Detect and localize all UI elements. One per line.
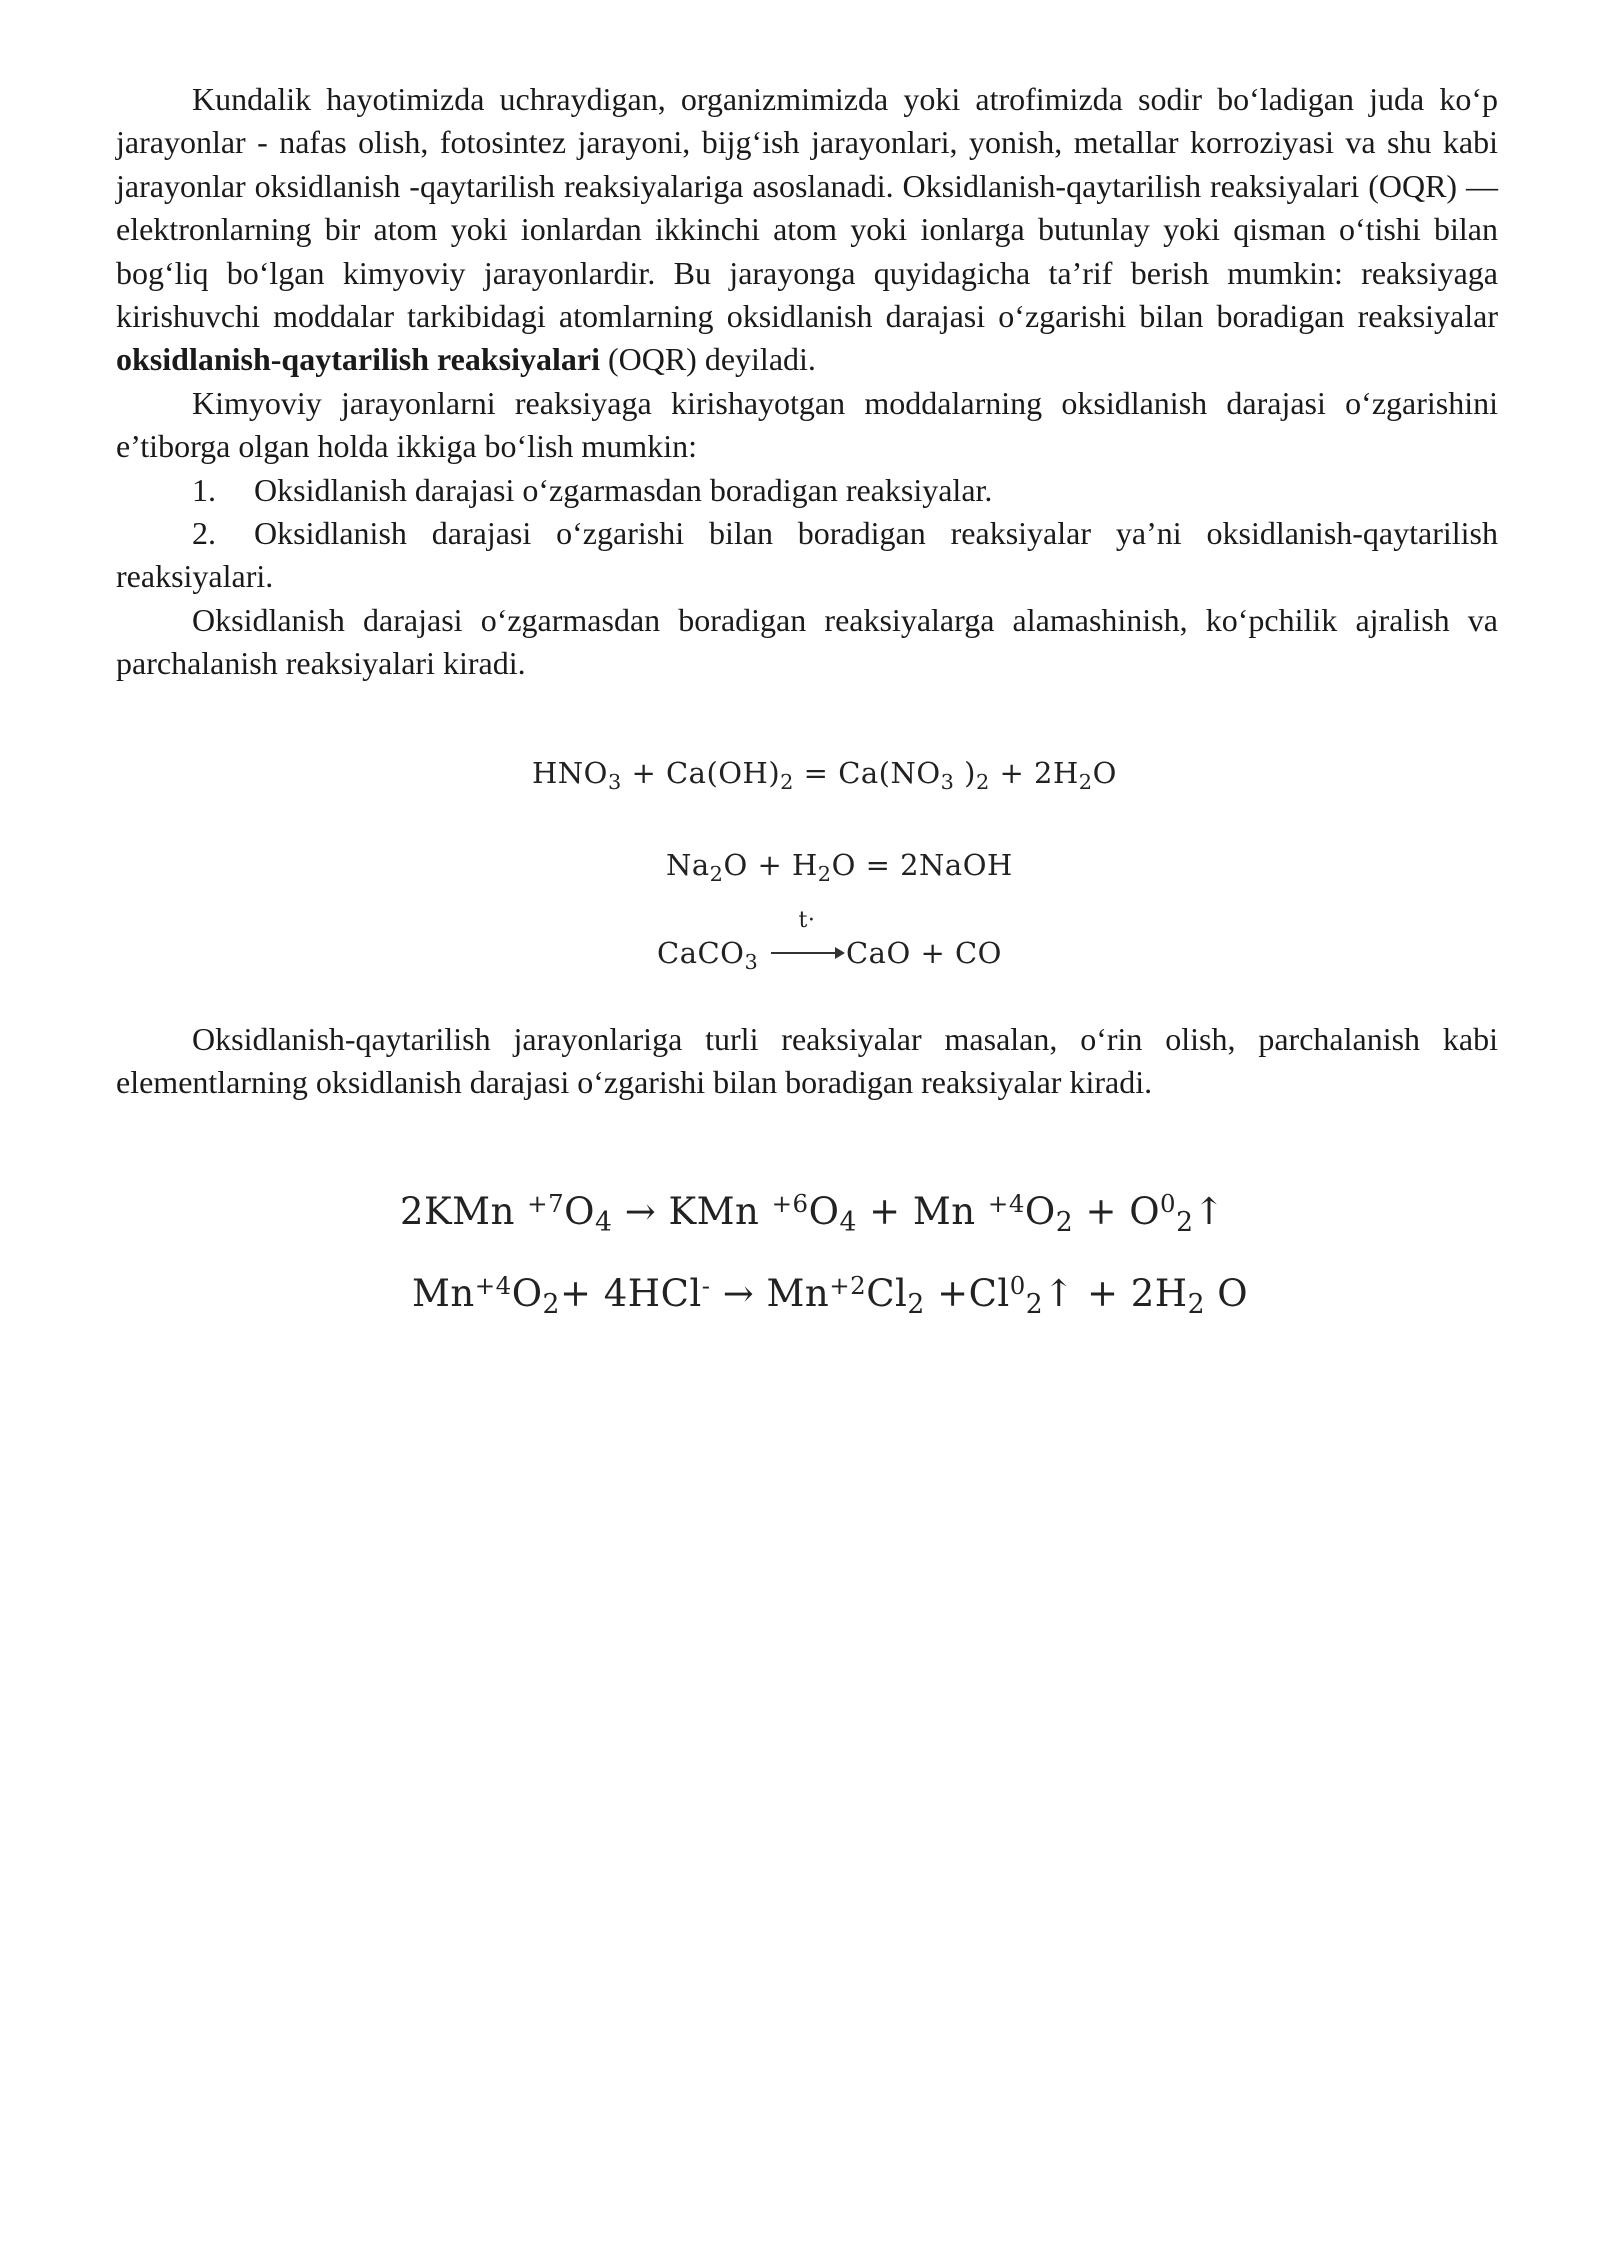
paragraph-non-redox: Oksidlanish darajasi o‘zgarmasdan boradigan reaksiyalarga alamashinish, ko‘pchilik ajralish va parchalanish reaksiyalari kiradi. (116, 601, 1498, 682)
paragraph-classification: Kimyoviy jarayonlarni reaksiyaga kirishayotgan moddalarning oksidlanish darajasi o‘zgarishini e’tiborga olgan holda ikkiga bo‘lish mumkin: (116, 384, 1498, 465)
equation-caco3-decomposition: CaCO$_3$ t· CaO + CO (657, 908, 1002, 974)
equation-hno3-caoh2: $HNO_3 + Ca(OH)_2 = Ca(NO_3$ )$_2 + 2H_2O$ (532, 756, 1117, 794)
reaction-arrow-icon: t· (768, 936, 846, 970)
document-page (116, 78, 1498, 686)
paragraph-redox-examples: Oksidlanish-qaytarilish jarayonlariga turli reaksiyalar masalan, o‘rin olish, parchalanish kabi elementlarning oksidlanish darajasi o‘zgarishi bilan boradigan reaksiyalar kiradi. (116, 1021, 1498, 1101)
term-oqr-bold: oksidlanish-qaytarilish reaksiyalari (116, 341, 600, 378)
list-item-1: 1. Oksidlanish darajasi o‘zgarmasdan boradigan reaksiyalar. (192, 471, 993, 508)
equation-na2o-h2o: $Na_2O + H_2O$ = 2NaOH (666, 848, 1013, 886)
equation-mno2-hcl: $Mn^{+4}O_2+ 4HCl^- \to Mn^{+2}Cl_2$ $+Cl^0_2↑ + 2H_2$ O (412, 1270, 1249, 1321)
list-item-2: 2. Oksidlanish darajasi o‘zgarishi bilan boradigan reaksiyalar ya’ni oksidlanish-qaytarilish reaksiyalari. (116, 515, 1498, 595)
equation-kmno4-decomposition: 2KMn $^{+7}O_4$ → KMn $^{+6}O_4 + Mn$ $^{+4}O_2$ + $O^0_2↑$ (400, 1188, 1226, 1239)
document-page-lower (116, 1018, 1498, 1105)
paragraph-intro: Kundalik hayotimizda uchraydigan, organizmimizda yoki atrofimizda sodir bo‘ladigan juda ko‘p jarayonlar - nafas olish, fotosintez jarayoni, bijg‘ish jarayonlari, yonish, metallar korroziyasi va shu kabi jarayonlar oksidlanish -qaytarilish reaksiyalariga asoslanadi. Oksidlanish-qaytarilish reaksiyalari (OQR) — elektronlarning bir atom yoki ionlardan ikkinchi atom yoki ionlarga butunlay yoki qisman o‘tishi bilan bog‘liq bo‘lgan kimyoviy jarayonlardir. Bu jarayonga quyidagicha ta’rif berish mumkin: reaksiyaga kirishuvchi moddalar tarkibidagi atomlarning oksidlanish darajasi o‘zgarishi bilan boradigan reaksiyalar oksidlanish-qaytarilish reaksiyalari (OQR) deyiladi. (116, 81, 1498, 378)
